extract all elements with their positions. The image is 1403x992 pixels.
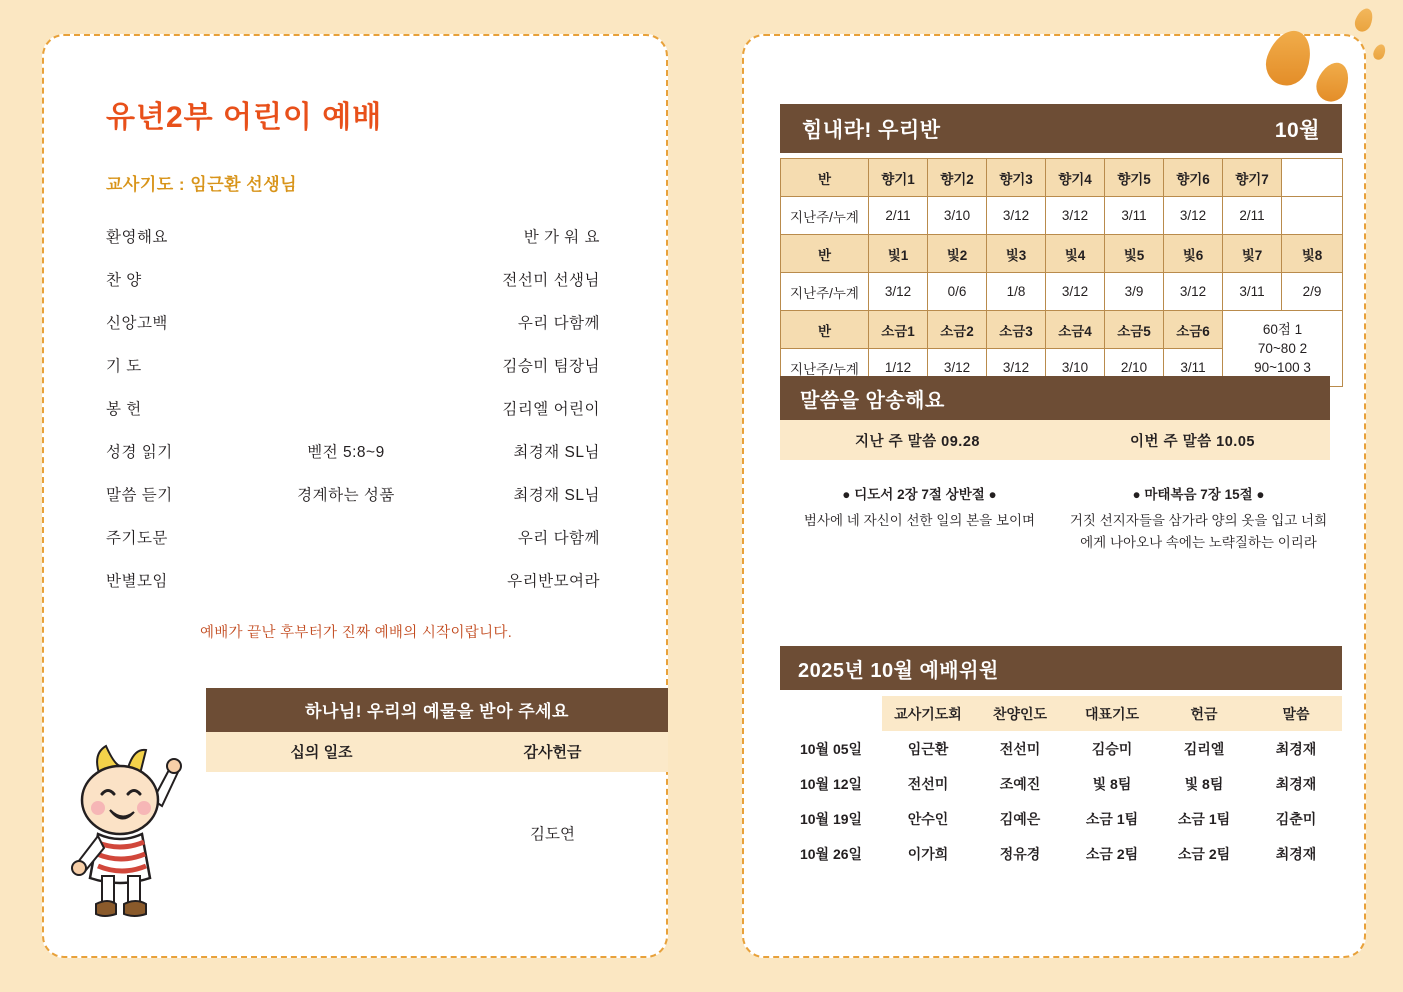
class-score: 3/12 [928,349,987,387]
class-score: 3/12 [1164,197,1223,235]
order-label: 신앙고백 [106,315,168,332]
class-name: 빛7 [1223,235,1282,273]
verse-text: 거짓 선지자들을 삼가라 양의 옷을 입고 너희에게 나아오나 속에는 노략질하는 이리라 [1069,513,1328,550]
class-score: 3/12 [987,197,1046,235]
score-legend-line-3: 90~100 3 [1254,360,1311,375]
committee-cell: 전선미 [907,775,949,792]
class-name: 소금2 [928,311,987,349]
row-header-class: 반 [781,235,869,273]
column-header-message: 말씀 [1250,696,1342,731]
list-item [106,354,606,376]
verse-text: 범사에 네 자신이 선한 일의 본을 보이며 [803,513,1036,528]
worship-order-list [106,225,606,591]
class-score-table [780,158,1343,387]
left-page [42,34,668,958]
row-header-lastweek: 지난주/누계 [781,197,869,235]
row-header-class: 반 [781,159,869,197]
class-score: 3/9 [1105,273,1164,311]
offering-columns [206,732,668,772]
committee-cell: 전선미 [999,740,1041,757]
committee-date: 10월 26일 [780,836,882,871]
memory-verse-texts [780,484,1338,554]
table-row [781,311,1343,349]
order-person: 최경재 SL님 [513,487,600,504]
water-drop-icon [1371,43,1387,62]
memory-this-week-label: 이번 주 말씀 10.05 [1130,433,1255,450]
right-page-content [744,36,1364,956]
class-name: 소금5 [1105,311,1164,349]
order-label: 말씀 듣기 [106,487,173,504]
offering-title: 하나님! 우리의 예물을 받아 주세요 [206,688,668,732]
closing-note: 예배가 끝난 후부터가 진짜 예배의 시작이랍니다. [199,625,513,641]
memory-verse-last-week [780,484,1059,554]
class-name: 빛4 [1046,235,1105,273]
order-label: 봉 헌 [106,401,142,418]
class-score: 2/10 [1105,349,1164,387]
offering-name-thanks: 김도연 [530,826,575,843]
order-person: 김승미 팀장님 [502,358,600,375]
column-header-date [780,696,882,731]
empty-cell [1282,159,1343,197]
class-name: 빛6 [1164,235,1223,273]
empty-cell [1282,197,1343,235]
class-score: 3/12 [1046,273,1105,311]
committee-cell: 소금 2팀 [1085,845,1139,862]
list-item [106,440,606,462]
committee-cell: 최경재 [1275,775,1317,792]
committee-cell: 빛 8팀 [1092,775,1132,792]
water-drop-icon [1352,6,1376,34]
class-name: 빛5 [1105,235,1164,273]
class-score: 3/11 [1223,273,1282,311]
memory-last-week-label: 지난 주 말씀 09.28 [855,433,980,450]
order-person: 김리엘 어린이 [502,401,600,418]
class-name: 향기6 [1164,159,1223,197]
table-row [780,836,1342,871]
class-score: 2/11 [869,197,928,235]
class-score-title: 힘내라! 우리반 [802,118,941,142]
committee-cell: 안수인 [907,810,949,827]
offering-names [206,822,668,844]
row-header-lastweek: 지난주/누계 [781,349,869,387]
order-person: 전선미 선생님 [502,272,600,289]
committee-date: 10월 12일 [780,766,882,801]
table-row [781,197,1343,235]
committee-cell: 김승미 [1091,740,1133,757]
right-page [742,34,1366,958]
order-label: 기 도 [106,358,142,375]
committee-cell: 소금 2팀 [1177,845,1231,862]
order-middle: 벧전 5:8~9 [307,444,385,461]
row-header-class: 반 [781,311,869,349]
teacher-prayer-line: 교사기도 : 임근환 선생님 [106,175,298,194]
committee-cell: 소금 1팀 [1177,810,1231,827]
class-name: 향기1 [869,159,928,197]
committee-cell: 빛 8팀 [1184,775,1224,792]
class-score-month: 10월 [1274,118,1320,142]
left-page-content [44,36,666,844]
verse-reference: ● 디도서 2장 7절 상반절 ● [842,487,997,502]
memory-verse-header: 말씀을 암송해요 [780,376,1330,420]
column-header-representative-prayer: 대표기도 [1066,696,1158,731]
class-name: 빛2 [928,235,987,273]
class-score: 3/11 [1105,197,1164,235]
order-label: 주기도문 [106,530,168,547]
class-name: 빛8 [1282,235,1343,273]
class-name: 소금4 [1046,311,1105,349]
order-person: 우리반모여라 [507,573,600,590]
class-score: 3/11 [1164,349,1223,387]
order-label: 성경 읽기 [106,444,173,461]
class-name: 빛3 [987,235,1046,273]
table-row [781,159,1343,197]
order-middle: 경계하는 성품 [297,487,395,504]
score-legend-line-1: 60점 1 [1262,322,1303,337]
class-score: 3/12 [1164,273,1223,311]
class-name: 소금1 [869,311,928,349]
committee-date: 10월 19일 [780,801,882,836]
committee-cell: 김리엘 [1183,740,1225,757]
order-label: 찬 양 [106,272,142,289]
table-row [781,235,1343,273]
committee-cell: 소금 1팀 [1085,810,1139,827]
table-row [780,731,1342,766]
class-score: 1/8 [987,273,1046,311]
table-row [781,273,1343,311]
table-row [780,766,1342,801]
list-item [106,225,606,247]
memory-verse-subheader [780,420,1330,460]
list-item [106,397,606,419]
order-person: 우리 다함께 [517,315,600,332]
class-name: 소금3 [987,311,1046,349]
committee-cell: 김예은 [999,810,1041,827]
class-score: 3/12 [987,349,1046,387]
class-score: 0/6 [928,273,987,311]
class-score: 3/12 [1046,197,1105,235]
verse-reference: ● 마태복음 7장 15절 ● [1132,487,1265,502]
class-score: 1/12 [869,349,928,387]
order-person: 반 가 워 요 [523,229,600,246]
order-label: 환영해요 [106,229,168,246]
class-name: 향기2 [928,159,987,197]
list-item [106,268,606,290]
table-row [780,801,1342,836]
committee-cell: 이가희 [907,845,949,862]
order-person: 우리 다함께 [517,530,600,547]
class-name: 빛1 [869,235,928,273]
committee-cell: 김춘미 [1275,810,1317,827]
list-item [106,311,606,333]
class-score: 2/11 [1223,197,1282,235]
row-header-lastweek: 지난주/누계 [781,273,869,311]
class-name: 소금6 [1164,311,1223,349]
class-score-header [780,104,1342,153]
order-label: 반별모임 [106,573,168,590]
page-title: 유년2부 어린이 예배 [106,101,383,134]
class-name: 향기5 [1105,159,1164,197]
class-score: 3/10 [1046,349,1105,387]
class-score: 3/12 [869,273,928,311]
class-score: 3/10 [928,197,987,235]
class-name: 향기4 [1046,159,1105,197]
column-header-offering: 헌금 [1158,696,1250,731]
offering-box [206,688,668,844]
score-legend-line-2: 70~80 2 [1257,341,1308,356]
column-header-prayer-meeting: 교사기도회 [882,696,974,731]
offering-col-tithe: 십의 일조 [290,744,353,761]
committee-cell: 조예진 [999,775,1041,792]
class-name: 향기7 [1223,159,1282,197]
list-item [106,569,606,591]
offering-col-thanks: 감사헌금 [523,744,582,761]
column-header-praise-leader: 찬양인도 [974,696,1066,731]
list-item [106,483,606,505]
committee-cell: 최경재 [1275,740,1317,757]
committee-header: 2025년 10월 예배위원 [780,646,1342,690]
child-mascot-illustration [58,738,208,928]
committee-date: 10월 05일 [780,731,882,766]
class-name: 향기3 [987,159,1046,197]
table-header-row [780,696,1342,731]
committee-cell: 최경재 [1275,845,1317,862]
memory-verse-this-week [1059,484,1338,554]
committee-table [780,696,1342,871]
committee-cell: 임근환 [907,740,949,757]
offering-name-tithe [206,822,437,844]
class-score: 2/9 [1282,273,1343,311]
list-item [106,526,606,548]
committee-cell: 정유경 [999,845,1041,862]
order-person: 최경재 SL님 [513,444,600,461]
